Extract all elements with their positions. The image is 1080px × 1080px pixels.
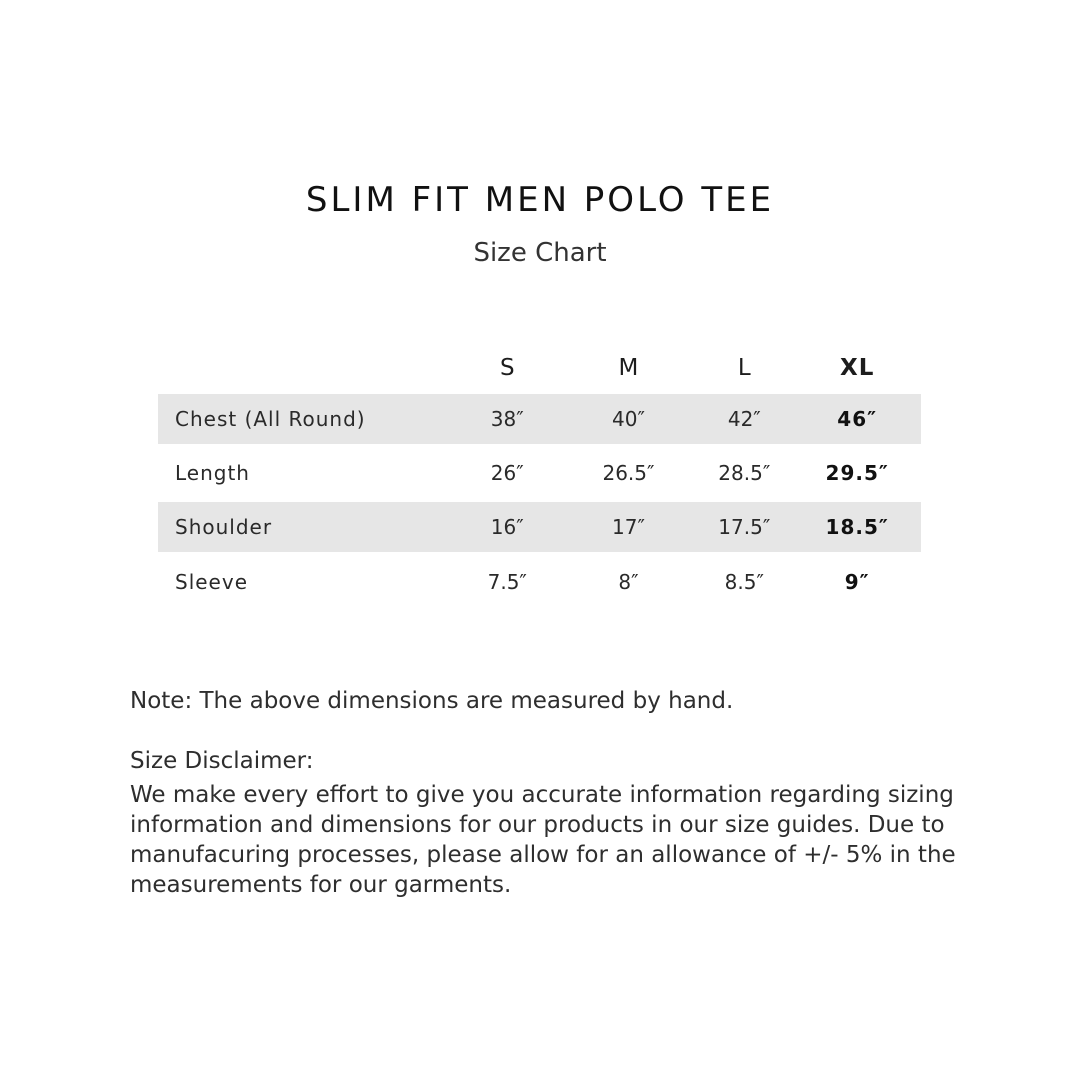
- table-cell: 18.5″: [825, 515, 889, 539]
- table-cell: 17.5″: [718, 515, 771, 539]
- table-cell: 42″: [727, 407, 761, 431]
- table-cell: 40″: [612, 407, 645, 431]
- size-chart-table: [158, 342, 921, 612]
- size-header-l: L: [737, 355, 751, 381]
- row-label: Sleeve: [175, 570, 249, 594]
- table-cell: 26″: [490, 461, 524, 485]
- table-row-sleeve: [158, 552, 921, 612]
- row-label: Chest (All Round): [175, 407, 366, 431]
- table-row-length: [158, 444, 921, 502]
- table-cell: 46″: [837, 407, 878, 431]
- table-cell: 8.5″: [724, 570, 764, 594]
- table-cell: 26.5″: [602, 461, 655, 485]
- size-header-m: M: [618, 355, 639, 381]
- row-label: Shoulder: [175, 515, 273, 539]
- table-cell: 7.5″: [487, 570, 527, 594]
- table-cell: 17″: [612, 515, 645, 539]
- table-header-row: [158, 342, 921, 394]
- table-cell: 29.5″: [825, 461, 889, 485]
- table-cell: 38″: [490, 407, 524, 431]
- table-cell: 9″: [844, 570, 870, 594]
- page-title: SLIM FIT MEN POLO TEE: [305, 180, 775, 220]
- size-header-s: S: [499, 355, 515, 381]
- measurement-note: Note: The above dimensions are measured by hand.: [130, 688, 734, 714]
- disclaimer-title: Size Disclaimer:: [130, 748, 314, 774]
- table-cell: 8″: [618, 570, 639, 594]
- disclaimer-body: We make every effort to give you accurate information regarding sizing information and dimensions for our products in our size guides. Due to manufacuring processes, please allow for an allowance of +/- 5% in the measurements for our garments.: [130, 782, 956, 898]
- size-header-xl: XL: [840, 355, 875, 381]
- table-cell: 28.5″: [718, 461, 771, 485]
- table-cell: 16″: [490, 515, 524, 539]
- table-row-shoulder: [158, 502, 921, 552]
- row-label: Length: [175, 461, 250, 485]
- table-row-chest: [158, 394, 921, 444]
- page-subtitle: Size Chart: [473, 238, 607, 268]
